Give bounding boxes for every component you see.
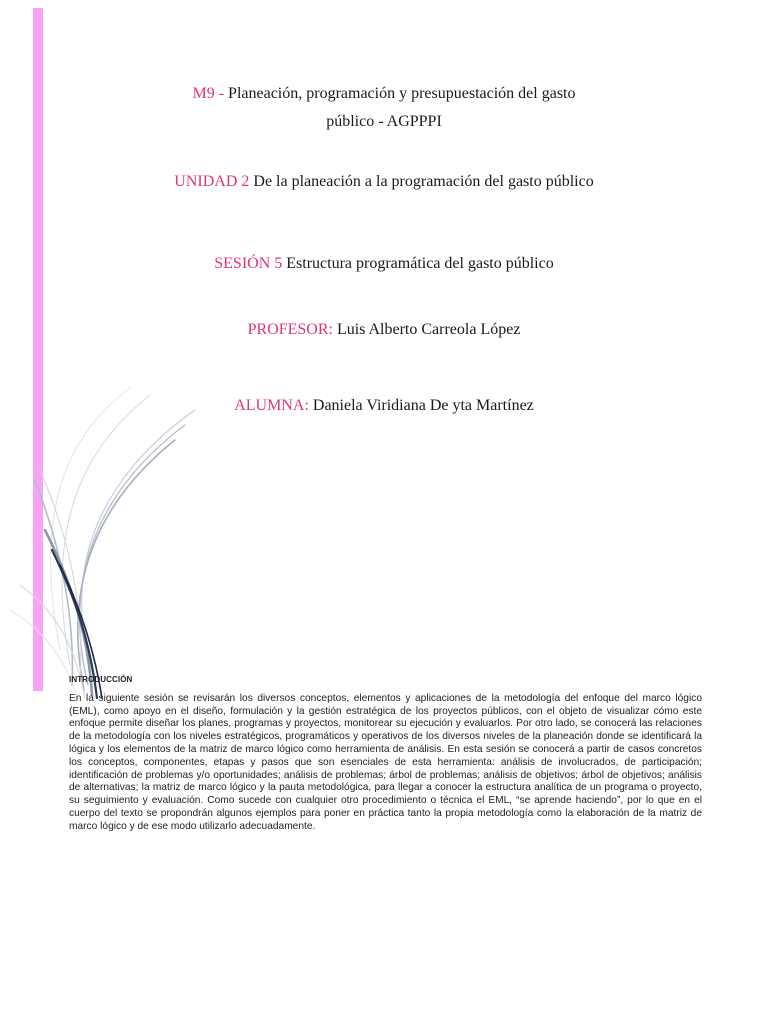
student-line (0, 392, 768, 420)
professor-label: PROFESOR: (247, 321, 333, 338)
introduction-section (69, 674, 702, 834)
session-heading (0, 250, 768, 278)
session-label: SESIÓN 5 (214, 255, 283, 272)
introduction-heading: INTRODUCCIÓN (69, 675, 133, 684)
introduction-paragraph: En la siguiente sesión se revisarán los diversos conceptos, elementos y aplicaciones de la metodología del enfoque del marco lógico (EML), como apoyo en el diseño, formulación y la gestión estratégica de los proyectos públicos, con el objeto de visualizar cómo este enfoque permite diseñar los planes, programas y proyectos, monitorear su ejecución y evaluarlos. Por otro lado, se conocerá las relaciones de la metodología con los niveles estratégicos, programáticos y operativos de los diversos niveles de la planeación donde se identificará la lógica y los elementos de la matriz de marco lógico como herramienta de análisis. En esta sesión se conocerá a partir de casos concretos los conceptos, componentes, etapas y pasos que son esenciales de esta herramienta: análisis de involucrados, de participación; identificación de problemas y/o oportunidades; análisis de problemas; árbol de problemas; análisis de objetivos; árbol de objetivos; análisis de alternativas; la matriz de marco lógico y la pauta metodológica, para llegar a conocer la estructura analítica de un programa o proyecto, su seguimiento y evaluación. Como sucede con cualquier otro procedimiento o técnica el EML, “se aprende haciendo”, por lo que en el cuerpo del texto se propondrán algunos ejemplos para poner en práctica tanto la propia metodología como la elaboración de la matriz de marco lógico y de ese modo utilizarlo adecuadamente. (69, 692, 702, 832)
module-name: Planeación, programación y presupuestación del gasto (228, 85, 576, 102)
student-name: Daniela Viridiana De yta Martínez (308, 397, 534, 414)
professor-name: Luis Alberto Carreola López (332, 321, 521, 338)
module-title-line-2: público - AGPPPI (326, 113, 442, 130)
module-title (0, 80, 768, 136)
decorative-swirl-lines (0, 380, 230, 700)
professor-line (0, 316, 768, 344)
module-dash: - (214, 85, 229, 102)
unit-heading (0, 168, 768, 196)
session-title: Estructura programática del gasto público (282, 255, 554, 272)
unit-label: UNIDAD 2 (174, 173, 250, 190)
module-code: M9 (192, 85, 215, 102)
unit-title: De la planeación a la programación del gasto público (249, 173, 594, 190)
student-label: ALUMNA: (234, 397, 309, 414)
module-title-line-1 (0, 80, 768, 108)
